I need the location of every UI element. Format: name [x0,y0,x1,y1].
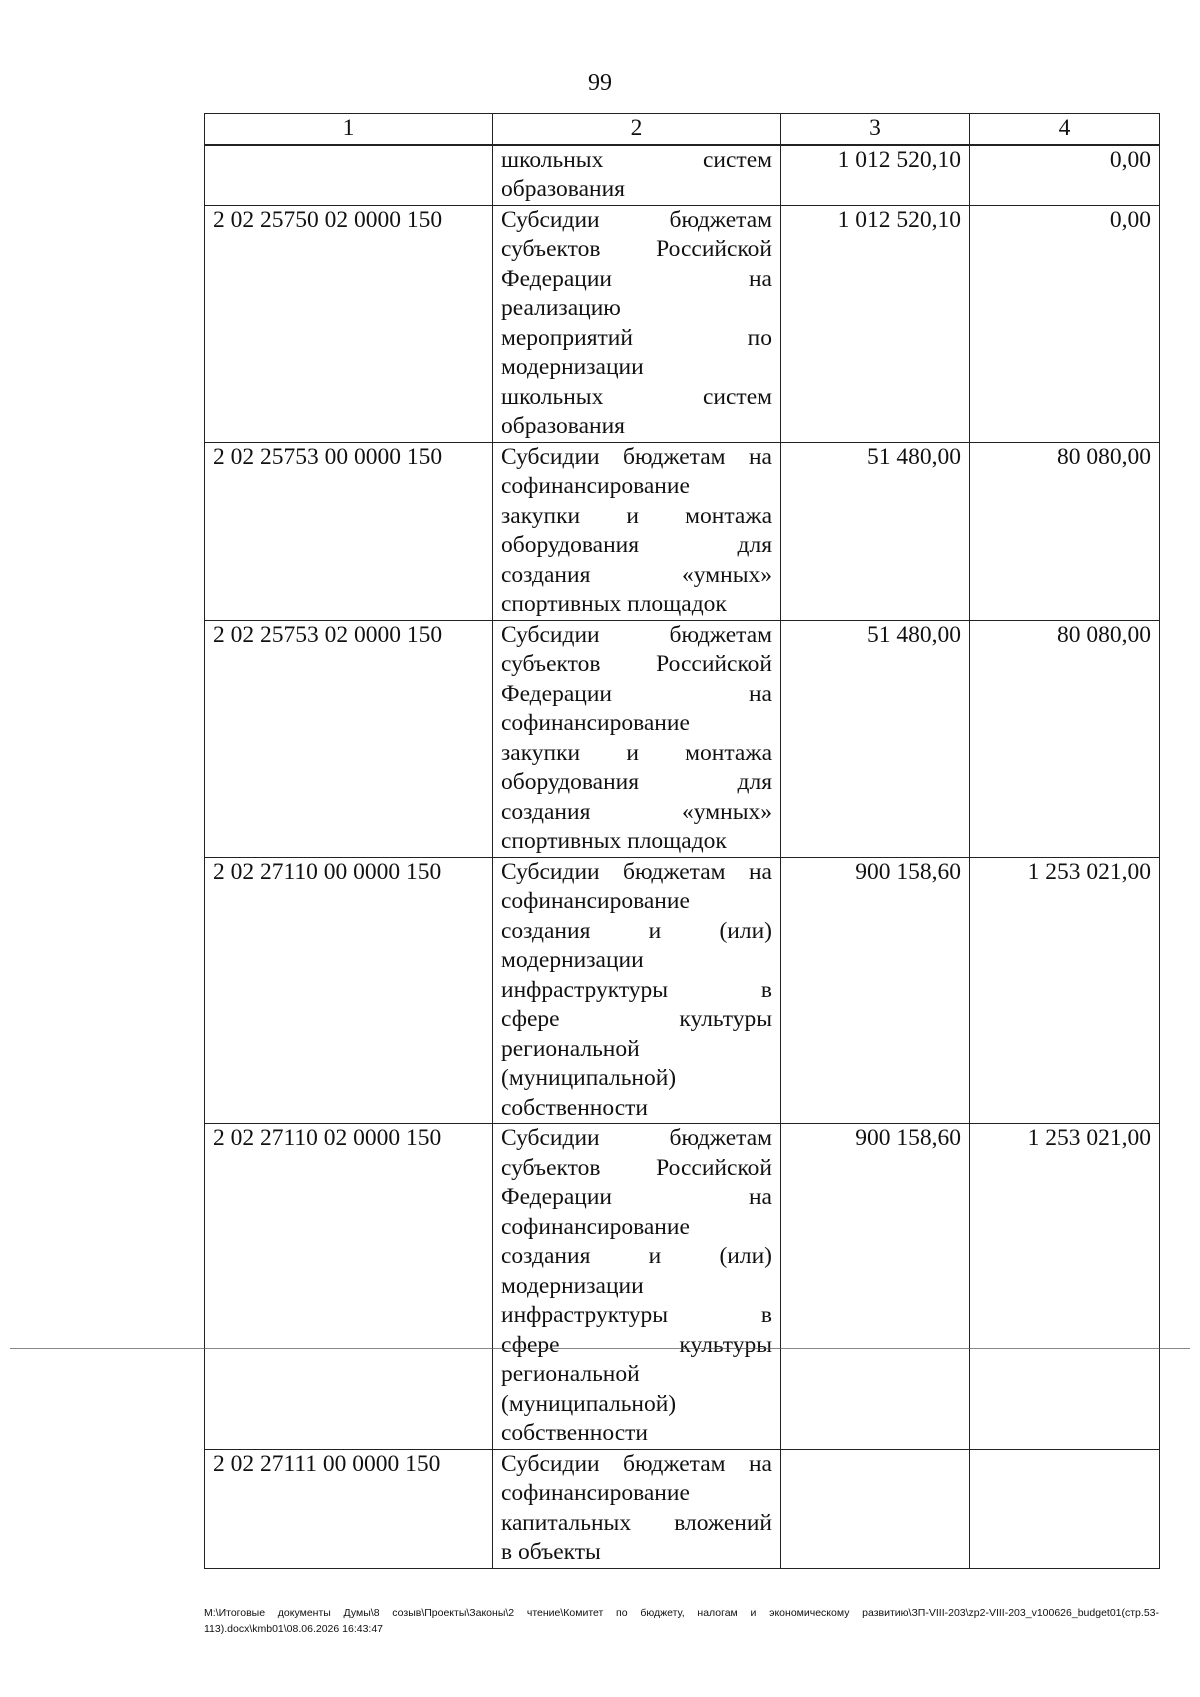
description-line: региональной [501,1361,640,1387]
amount-col4-cell: 80 080,00 [970,620,1160,857]
amount-col4-cell: 1 253 021,00 [970,857,1160,1124]
description-line: Субсидии бюджетам [501,1125,772,1151]
description-line: школьных систем [501,383,772,410]
description-line: (муниципальной) [501,1390,677,1417]
amount-col4-cell: 0,00 [970,145,1160,206]
description-line: Субсидии бюджетам [501,206,772,233]
table-row [205,205,1160,442]
description-line: школьных систем [501,146,772,173]
amount-col4-cell: 1 253 021,00 [970,1124,1160,1450]
description-line: региональной [501,1035,640,1062]
description-line: образования [501,176,625,202]
description-line: Субсидии бюджетам на [501,858,772,885]
description-line: субъектов Российской [501,1154,772,1181]
budget-code-cell: 2 02 25753 02 0000 150 [205,620,493,857]
description-line: модернизации [501,947,644,973]
budget-table [204,113,1160,1569]
description-line: модернизации [501,1272,644,1299]
description-line: Федерации на [501,680,772,707]
budget-code-cell: 2 02 27110 00 0000 150 [205,857,493,1124]
description-cell [493,1124,781,1450]
amount-col3-cell: 51 480,00 [781,442,970,620]
description-cell [493,620,781,857]
column-header-1: 1 [205,114,493,145]
description-line: Субсидии бюджетам на [501,443,772,470]
description-line: спортивных площадок [501,591,727,617]
budget-code-cell: 2 02 27110 02 0000 150 [205,1124,493,1450]
description-line: субъектов Российской [501,651,772,677]
description-line: закупки и монтажа [501,502,772,529]
description-line: в объекты [501,1539,601,1565]
description-line: собственности [501,1420,648,1446]
description-line: образования [501,413,625,439]
column-header-2: 2 [493,114,781,145]
description-line: собственности [501,1094,648,1121]
description-line: софинансирование [501,1213,690,1240]
table-row [205,1449,1160,1568]
description-line: сфере культуры [501,1331,772,1358]
description-line: спортивных площадок [501,828,727,854]
amount-col3-cell: 1 012 520,10 [781,205,970,442]
description-line: капитальных вложений [501,1509,772,1536]
description-line: мероприятий по [501,324,772,351]
table-row [205,1124,1160,1450]
description-line: создания «умных» [501,798,772,825]
page-number: 99 [588,70,612,96]
amount-col3-cell: 900 158,60 [781,1124,970,1450]
description-line: софинансирование [501,1480,690,1506]
table-row [205,620,1160,857]
amount-col3-cell [781,1449,970,1568]
amount-col3-cell: 1 012 520,10 [781,145,970,206]
description-line: софинансирование [501,888,690,914]
table-header-row [205,114,1160,145]
description-line: создания и (или) [501,917,772,944]
description-line: оборудования для [501,769,772,795]
file-path-footer: M:\Итоговые документы Думы\8 созыв\Проекты\Законы\2 чтение\Комитет по бюджету, налогам и экономическому развитию\ЗП-VIII-203\zp2-VIII-203_v100626_budget01(стр.53-113).docx\kmb01\08.06.2026 16:43:47 [204,1607,1159,1635]
budget-code-cell: 2 02 25753 00 0000 150 [205,442,493,620]
description-line: Федерации на [501,1184,772,1210]
budget-code-cell: 2 02 27111 00 0000 150 [205,1449,493,1568]
description-line: Субсидии бюджетам [501,621,772,648]
budget-code-cell: 2 02 25750 02 0000 150 [205,205,493,442]
description-cell [493,145,781,206]
description-line: создания «умных» [501,561,772,588]
table-row [205,145,1160,206]
amount-col3-cell: 51 480,00 [781,620,970,857]
amount-col3-cell: 900 158,60 [781,857,970,1124]
description-line: субъектов Российской [501,236,772,262]
table-row [205,857,1160,1124]
description-line: инфраструктуры в [501,976,772,1003]
description-cell [493,442,781,620]
description-line: реализацию [501,295,621,321]
description-line: модернизации [501,354,644,380]
description-line: оборудования для [501,532,772,558]
amount-col4-cell [970,1449,1160,1568]
scan-artifact-line [10,1348,1190,1349]
description-line: инфраструктуры в [501,1302,772,1328]
description-cell [493,205,781,442]
amount-col4-cell: 0,00 [970,205,1160,442]
description-line: закупки и монтажа [501,739,772,766]
description-line: софинансирование [501,710,690,736]
description-cell [493,857,781,1124]
amount-col4-cell: 80 080,00 [970,442,1160,620]
column-header-3: 3 [781,114,970,145]
description-line: софинансирование [501,473,690,499]
description-cell [493,1449,781,1568]
table-row [205,442,1160,620]
description-line: (муниципальной) [501,1065,677,1091]
description-line: Субсидии бюджетам на [501,1450,772,1477]
description-line: создания и (или) [501,1243,772,1269]
column-header-4: 4 [970,114,1160,145]
description-line: Федерации на [501,265,772,292]
budget-code-cell [205,145,493,206]
description-line: сфере культуры [501,1006,772,1032]
